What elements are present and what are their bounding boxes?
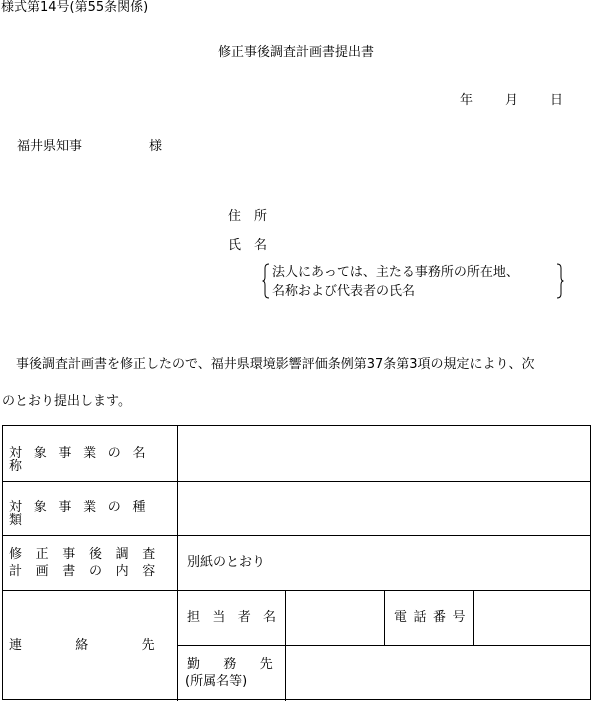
phone-number-field[interactable] [474, 591, 590, 645]
person-in-charge-label: 担当者名 [187, 610, 289, 625]
document-title: 修正事後調査計画書提出書 [217, 45, 374, 60]
corporation-note [262, 263, 564, 299]
table-column-divider [384, 590, 385, 645]
revised-plan-content-value: 別紙のとおり [187, 555, 266, 570]
project-type-field[interactable] [178, 482, 590, 535]
project-type-label-text: 対象事業の種類 [9, 500, 158, 528]
body-text-line2: のとおり提出します。 [2, 394, 131, 409]
table-row-divider [3, 535, 590, 536]
form-number-label: 様式第14号(第55条関係) [1, 0, 149, 15]
project-type-label [9, 501, 169, 527]
address-label: 住 所 [228, 209, 268, 224]
name-label: 氏 名 [228, 238, 268, 253]
project-name-label [9, 447, 169, 473]
date-day-label: 日 [550, 93, 564, 108]
workplace-sublabel: (所属名等) [185, 674, 248, 689]
corporation-note-line2: 名称および代表者の氏名 [272, 284, 416, 299]
contact-label: 連絡先 [9, 638, 208, 653]
submission-form-table [2, 425, 591, 700]
project-name-label-text: 対象事業の名称 [9, 446, 158, 474]
left-brace [262, 263, 270, 299]
date-year-label: 年 [460, 93, 474, 108]
workplace-label: 勤務先 [187, 657, 297, 672]
right-brace [556, 263, 564, 299]
body-text-line1: 事後調査計画書を修正したので、福井県環境影響評価条例第37条第3項の規定により、次 [16, 357, 535, 372]
person-in-charge-field[interactable] [286, 591, 383, 645]
project-name-field[interactable] [178, 426, 590, 481]
workplace-field[interactable] [286, 646, 590, 699]
revised-plan-label-line1: 修正事後調査 [9, 547, 169, 562]
corporation-note-line1: 法人にあっては、主たる事務所の所在地、 [272, 265, 519, 280]
phone-number-label: 電話番号 [394, 610, 473, 625]
addressee-name: 福井県知事 [17, 139, 83, 154]
date-month-label: 月 [505, 93, 519, 108]
addressee-honorific: 様 [149, 139, 163, 154]
revised-plan-label-line2: 計画書の内容 [9, 564, 169, 579]
